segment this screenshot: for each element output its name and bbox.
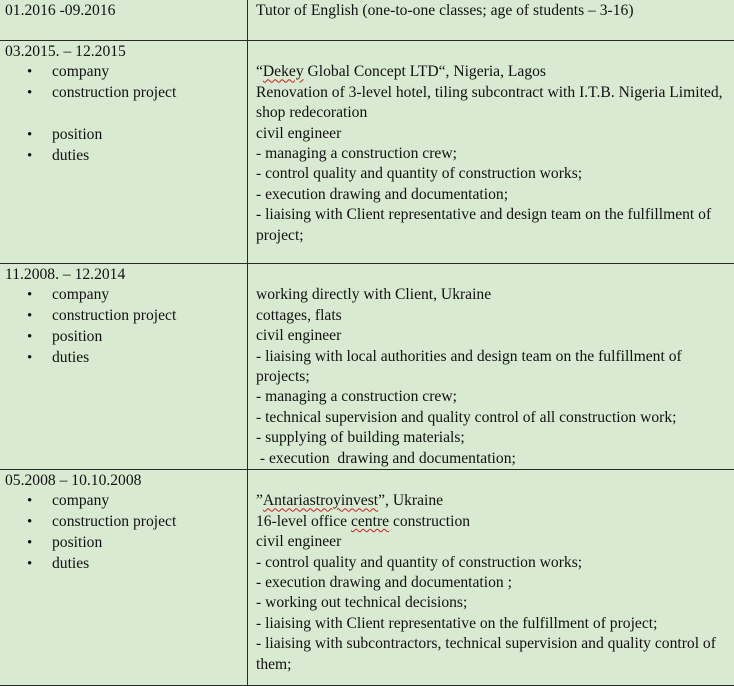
company-line: “Dekey Global Concept LTD“, Nigeria, Lagos bbox=[256, 62, 731, 82]
field-label-construction-project: • construction project bbox=[27, 306, 247, 327]
position-line: civil engineer bbox=[256, 532, 731, 552]
table-row bbox=[0, 264, 734, 470]
duty-line: - liaising with subcontractors, technical supervision and quality control of them; bbox=[256, 634, 731, 675]
details-cell bbox=[248, 264, 734, 470]
field-label-construction-project: • construction project bbox=[27, 512, 247, 533]
field-label-company: • company bbox=[27, 491, 247, 512]
company-line: working directly with Client, Ukraine bbox=[256, 285, 731, 305]
duty-line: - liaising with Client representative and design team on the fulfillment of project; bbox=[256, 205, 731, 246]
period-text: 11.2008. – 12.2014 bbox=[5, 265, 247, 285]
period-cell bbox=[0, 264, 248, 470]
details-cell bbox=[248, 0, 734, 41]
field-label-position: • position bbox=[27, 327, 247, 348]
field-label-duties: • duties bbox=[27, 146, 247, 167]
job-title: Tutor of English (one-to-one classes; age of students – 3-16) bbox=[256, 1, 731, 21]
duty-line: - control quality and quantity of construction works; bbox=[256, 164, 731, 184]
duty-line: - supplying of building materials; bbox=[256, 428, 731, 448]
period-text: 03.2015. – 12.2015 bbox=[5, 42, 247, 62]
period-cell bbox=[0, 470, 248, 686]
period-text: 01.2016 -09.2016 bbox=[5, 1, 247, 21]
position-line: civil engineer bbox=[256, 124, 731, 144]
table-row bbox=[0, 470, 734, 686]
field-list bbox=[0, 285, 247, 368]
duty-line: - execution drawing and documentation; bbox=[256, 185, 731, 205]
company-name: Dekey bbox=[263, 63, 304, 80]
duty-line: - liaising with Client representative on the fulfillment of project; bbox=[256, 614, 731, 634]
period-cell bbox=[0, 41, 248, 264]
field-label-construction-project: • construction project bbox=[27, 83, 247, 104]
details-cell bbox=[248, 470, 734, 686]
table-row bbox=[0, 0, 734, 41]
details-cell bbox=[248, 41, 734, 264]
field-label-company: • company bbox=[27, 285, 247, 306]
table-row bbox=[0, 41, 734, 264]
duty-line: - execution drawing and documentation ; bbox=[256, 573, 731, 593]
field-label-duties: • duties bbox=[27, 554, 247, 575]
field-list bbox=[0, 491, 247, 574]
field-label-position: • position bbox=[27, 125, 247, 146]
field-list bbox=[0, 62, 247, 166]
duty-line: - managing a construction crew; bbox=[256, 144, 731, 164]
project-line: 16-level office centre construction bbox=[256, 512, 731, 532]
position-line: civil engineer bbox=[256, 326, 731, 346]
period-cell bbox=[0, 0, 248, 41]
field-label-duties: • duties bbox=[27, 348, 247, 369]
duty-line: - execution drawing and documentation; bbox=[256, 449, 731, 469]
duty-line: - managing a construction crew; bbox=[256, 387, 731, 407]
duty-line: - control quality and quantity of construction works; bbox=[256, 553, 731, 573]
company-line: ”Antariastroyinvest”, Ukraine bbox=[256, 491, 731, 511]
project-line: cottages, flats bbox=[256, 306, 731, 326]
duty-line: - liaising with local authorities and design team on the fulfillment of projects; bbox=[256, 347, 731, 388]
company-name: Antariastroyinvest bbox=[263, 492, 378, 509]
project-line: Renovation of 3-level hotel, tiling subcontract with I.T.B. Nigeria Limited, shop redecoration bbox=[256, 83, 731, 124]
duty-line: - technical supervision and quality control of all construction work; bbox=[256, 408, 731, 428]
field-label-company: • company bbox=[27, 62, 247, 83]
field-label-position: • position bbox=[27, 533, 247, 554]
period-text: 05.2008 – 10.10.2008 bbox=[5, 471, 247, 491]
duty-line: - working out technical decisions; bbox=[256, 593, 731, 613]
